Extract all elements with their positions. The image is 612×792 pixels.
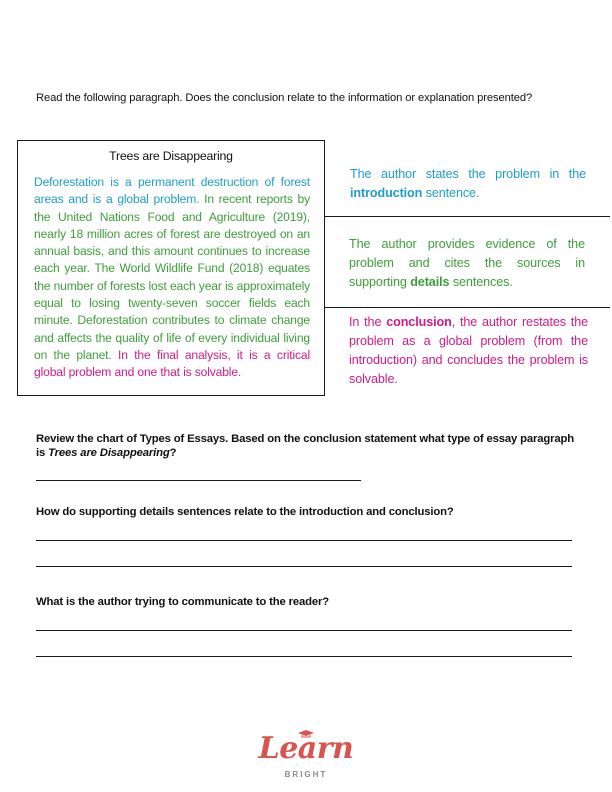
conclusion-note-end: , the author restates the problem as a global problem (from the introduction) and concludes the problem is solvable. bbox=[349, 315, 589, 386]
answer-line[interactable] bbox=[36, 656, 572, 657]
intro-note-end: sentence. bbox=[422, 186, 480, 200]
intro-keyword: introduction bbox=[350, 186, 423, 200]
intro-note-text: The author states the problem in the bbox=[350, 167, 586, 181]
intro-note bbox=[350, 165, 586, 203]
question-1-text: Review the chart of Types of Essays. Based on the conclusion statement what type of essay paragraph is bbox=[36, 433, 575, 459]
details-keyword: details bbox=[410, 275, 450, 289]
conclusion-note bbox=[349, 313, 588, 389]
answer-line[interactable] bbox=[36, 480, 361, 481]
logo-subtitle: BRIGHT bbox=[284, 770, 328, 779]
instruction-text: Read the following paragraph. Does the conclusion relate to the information or explanation presented? bbox=[36, 92, 533, 104]
learn-bright-logo bbox=[256, 730, 356, 784]
conclusion-note-text: In the bbox=[349, 315, 387, 329]
logo-word: Learn bbox=[258, 731, 354, 766]
details-note-end: sentences. bbox=[449, 275, 513, 289]
paragraph-box bbox=[17, 140, 325, 396]
answer-line[interactable] bbox=[36, 566, 572, 567]
paragraph-title: Trees are Disappearing bbox=[109, 149, 233, 163]
question-3: What is the author trying to communicate to the reader? bbox=[36, 596, 330, 608]
answer-line[interactable] bbox=[36, 540, 572, 541]
details-note bbox=[349, 235, 585, 292]
note-divider bbox=[325, 216, 610, 217]
note-divider bbox=[325, 307, 610, 308]
answer-line[interactable] bbox=[36, 630, 572, 631]
conclusion-keyword: conclusion bbox=[386, 315, 452, 329]
details-note-text: The author provides evidence of the problem and cites the sources in supporting bbox=[349, 237, 585, 289]
question-1 bbox=[36, 432, 586, 460]
question-2: How do supporting details sentences relate to the introduction and conclusion? bbox=[36, 506, 454, 518]
details-sentences: In recent reports by the United Nations Food and Agriculture (2019), nearly 18 million acres of forest are destroyed on an annual basis, and this amount continues to increase each year. The World Wildlife Fund (2018) equates the number of forests lost each year is approximately equal to losing twenty-seven soccer fields each minute. Deforestation contributes to climate change and affects the quality of life of every individual living on the planet. bbox=[34, 192, 310, 362]
question-1-title: Trees are Disappearing bbox=[48, 447, 170, 459]
paragraph-body bbox=[34, 174, 310, 382]
conclusion-sentence: In the final analysis, it is a critical global problem and one that is solvable. bbox=[34, 347, 310, 380]
intro-sentence: Deforestation is a permanent destruction of forest areas and is a global problem. bbox=[34, 175, 310, 207]
question-1-mark: ? bbox=[169, 447, 177, 459]
